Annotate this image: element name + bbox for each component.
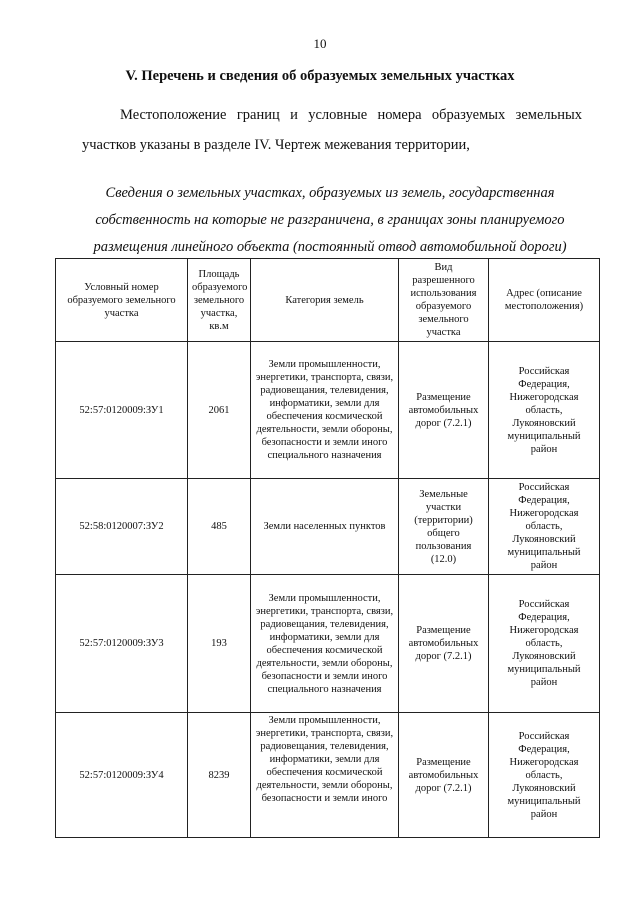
- cell-address: Российская Федерация, Нижегородская область, Лукояновский муниципальный район: [489, 479, 600, 575]
- cell-area: 193: [188, 575, 251, 713]
- table-row: [56, 342, 600, 479]
- cell-category: Земли промышленности, энергетики, транспорта, связи, радиовещания, телевидения, информатики, земли для обеспечения космической деятельности, земли обороны, безопасности и земли иного специального назначения: [251, 575, 399, 713]
- cell-number: 52:57:0120009:ЗУ1: [56, 342, 188, 479]
- intro-paragraph: Местоположение границ и условные номера образуемых земельных участков указаны в разделе IV. Чертеж межевания территории,: [82, 107, 582, 153]
- cell-address: Российская Федерация, Нижегородская область, Лукояновский муниципальный район: [489, 713, 600, 838]
- table-header-row: [56, 259, 600, 342]
- section-title: V. Перечень и сведения об образуемых земельных участках: [125, 68, 515, 84]
- cell-number: 52:58:0120007:ЗУ2: [56, 479, 188, 575]
- cell-use: Земельные участки (территории) общего пользования (12.0): [399, 479, 489, 575]
- cell-category: Земли населенных пунктов: [251, 479, 399, 575]
- table-row: [56, 479, 600, 575]
- cell-area: 8239: [188, 713, 251, 838]
- parcels-table: [55, 258, 600, 838]
- cell-number: 52:57:0120009:ЗУ3: [56, 575, 188, 713]
- table-row: [56, 713, 600, 838]
- cell-address: Российская Федерация, Нижегородская область, Лукояновский муниципальный район: [489, 342, 600, 479]
- header-use: Вид разрешенного использования образуемого земельного участка: [399, 259, 489, 342]
- cell-use: Размещение автомобильных дорог (7.2.1): [399, 575, 489, 713]
- cell-address: Российская Федерация, Нижегородская область, Лукояновский муниципальный район: [489, 575, 600, 713]
- cell-category: Земли промышленности, энергетики, транспорта, связи, радиовещания, телевидения, информатики, земли для обеспечения космической деятельности, земли обороны, безопасности и земли иного: [251, 713, 399, 838]
- header-number: Условный номер образуемого земельного участка: [56, 259, 188, 342]
- header-address: Адрес (описание местоположения): [489, 259, 600, 342]
- cell-category: Земли промышленности, энергетики, транспорта, связи, радиовещания, телевидения, информатики, земли для обеспечения космической деятельности, земли обороны, безопасности и земли иного специального назначения: [251, 342, 399, 479]
- table-caption: Сведения о земельных участках, образуемых из земель, государственная собственность на которые не разграничена, в границах зоны планируемого размещения линейного объекта (постоянный отвод автомобильной дороги): [93, 185, 567, 255]
- header-area: Площадь образуемого земельного участка, кв.м: [188, 259, 251, 342]
- page-number: 10: [313, 36, 327, 51]
- cell-use: Размещение автомобильных дорог (7.2.1): [399, 342, 489, 479]
- table-row: [56, 575, 600, 713]
- cell-area: 2061: [188, 342, 251, 479]
- cell-area: 485: [188, 479, 251, 575]
- header-category: Категория земель: [251, 259, 399, 342]
- cell-number: 52:57:0120009:ЗУ4: [56, 713, 188, 838]
- cell-use: Размещение автомобильных дорог (7.2.1): [399, 713, 489, 838]
